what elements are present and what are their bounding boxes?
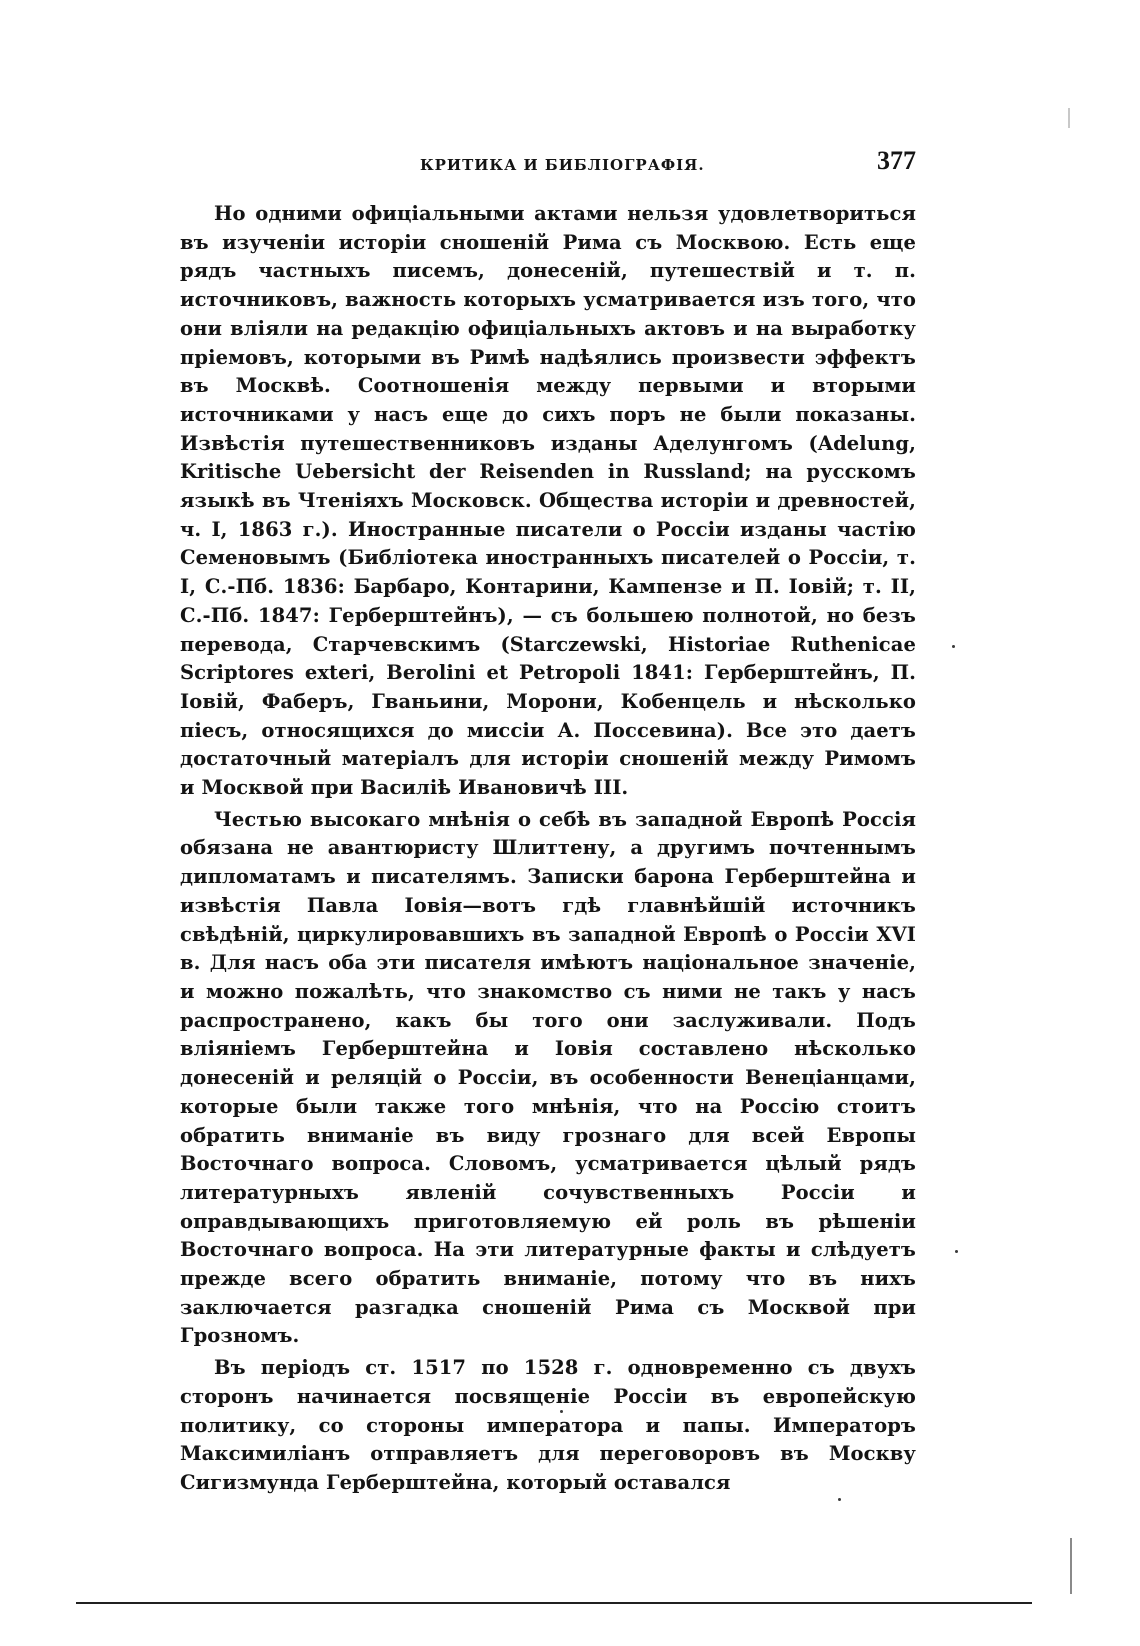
scan-speck [560, 1410, 563, 1413]
scan-speck [952, 645, 955, 648]
scan-speck [838, 1498, 841, 1501]
text-body [180, 200, 916, 1501]
page-header [180, 146, 916, 186]
paragraph: Въ періодъ ст. 1517 по 1528 г. одновременно съ двухъ сторонъ начинается посвященіе Россіи въ европейскую политику, со стороны императора и папы. Императоръ Максимиліанъ отправляетъ для переговоровъ въ Москву Сигизмунда Герберштейна, который оставался [180, 1356, 916, 1494]
paragraph: Но одними офиціальными актами нельзя удовлетвориться въ изученіи исторіи сношеній Рима съ Москвою. Есть еще рядъ частныхъ писемъ, донесеній, путешествій и т. п. источниковъ, важность которыхъ усматривается изъ того, что они вліяли на редакцію офиціальныхъ актовъ и на выработку пріемовъ, которыми въ Римѣ надѣялись произвести эффектъ въ Москвѣ. Соотношенія между первыми и вторыми источниками у насъ еще до сихъ поръ не были показаны. Извѣстія путешественниковъ изданы Аделунгомъ (Adelung, Kritische Uebersicht der Reisenden in Russland; на русскомъ языкѣ въ Чтеніяхъ Московск. Общества исторіи и древностей, ч. I, 1863 г.). Иностранные писатели о Россіи изданы частію Семеновымъ (Библіотека иностранныхъ писателей о Россіи, т. I, С.-Пб. 1836: Барбаро, Контарини, Кампензе и П. Іовій; т. II, С.-Пб. 1847: Герберштейнъ), — съ большею полнотой, но безъ перевода, Старчевскимъ (Starczewski, Historiae Ruthenicae Scriptores exteri, Berolini et Petropoli 1841: Герберштейнъ, П. Іовій, Фаберъ, Гваньини, Морони, Кобенцель и нѣсколько піесъ, относящихся до миссіи А. Поссевина). Все это даетъ достаточный матеріалъ для исторіи сношеній между Римомъ и Москвой при Василіѣ Ивановичѣ III. [180, 202, 916, 800]
scan-edge-mark [1070, 1538, 1072, 1594]
footer-rule [76, 1602, 1032, 1604]
scan-edge-mark [1068, 108, 1070, 128]
paragraph: Честью высокаго мнѣнія о себѣ въ западной Европѣ Россія обязана не авантюристу Шлиттену, а другимъ почтеннымъ дипломатамъ и писателямъ. Записки барона Герберштейна и извѣстія Павла Іовія—вотъ гдѣ главнѣйшій источникъ свѣдѣній, циркулировавшихъ въ западной Европѣ о Россіи XVI в. Для насъ оба эти писателя имѣютъ національное значеніе, и можно пожалѣть, что знакомство съ ними не такъ у насъ распространено, какъ бы того они заслуживали. Подъ вліяніемъ Герберштейна и Іовія составлено нѣсколько донесеній и реляцій о Россіи, въ особенности Венеціанцами, которые были также того мнѣнія, что на Россію стоитъ обратить вниманіе въ виду грознаго для всей Европы Восточнаго вопроса. Словомъ, усматривается цѣлый рядъ литературныхъ явленій сочувственныхъ Россіи и оправдывающихъ приготовляемую ей роль въ рѣшеніи Восточнаго вопроса. На эти литературные факты и слѣдуетъ прежде всего обратить вниманіе, потому что въ нихъ заключается разгадка сношеній Рима съ Москвой при Грозномъ. [180, 807, 916, 1348]
running-head: КРИТИКА И БИБЛІОГРАФІЯ. [420, 156, 705, 174]
page-number: 377 [877, 146, 916, 175]
scan-speck [955, 1250, 958, 1253]
